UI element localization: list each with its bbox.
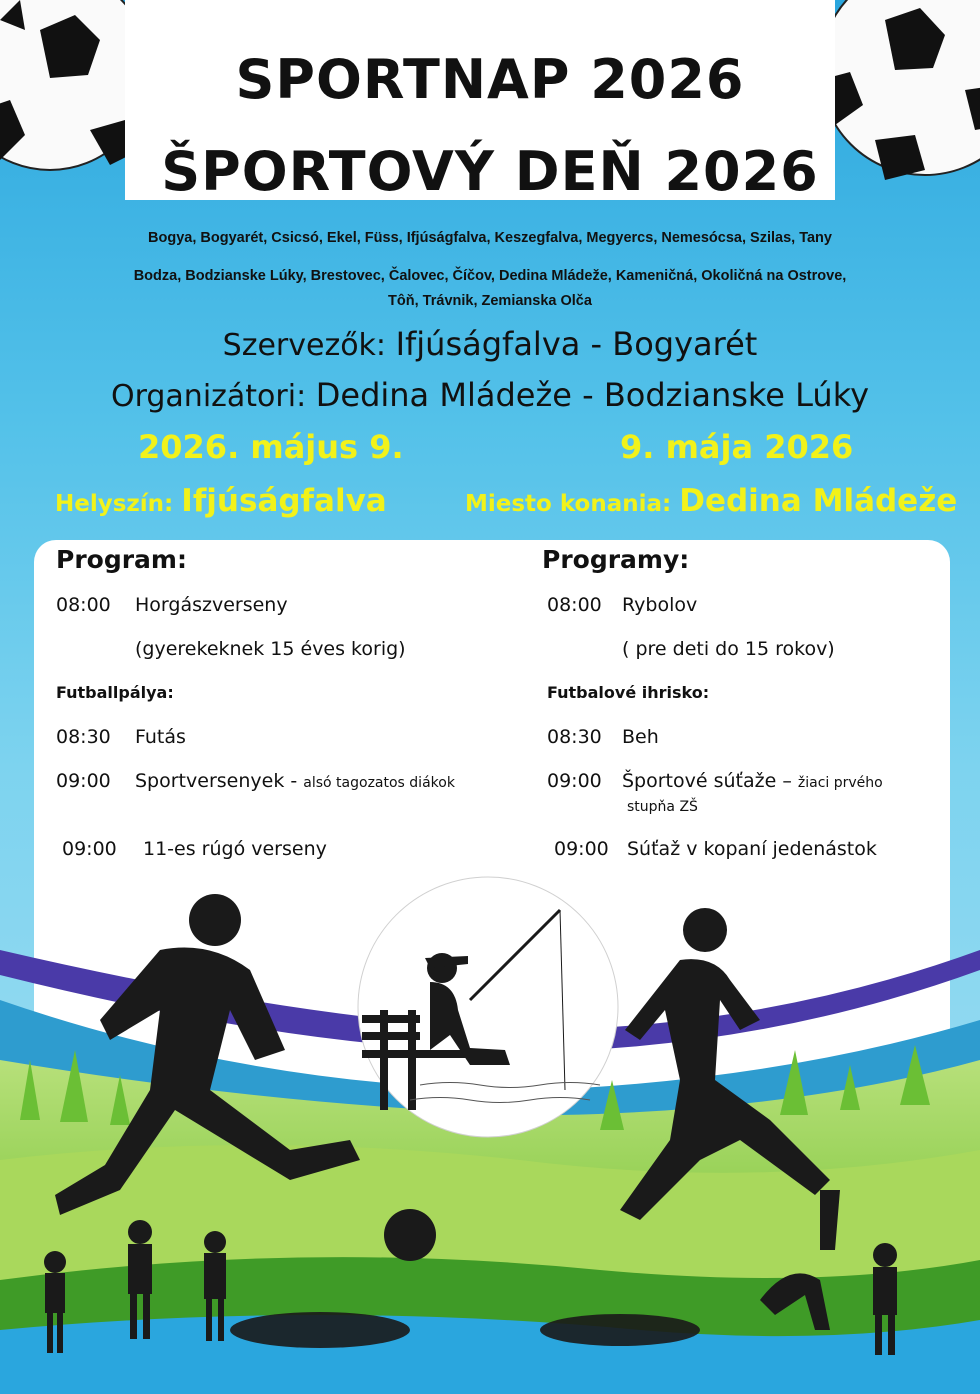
program-hu-row3-time: 09:00 — [56, 770, 111, 792]
title-line-hu: SPORTNAP 2026 — [235, 48, 745, 111]
program-sk-row2-time: 08:30 — [547, 726, 602, 748]
program-hu-row2-time: 08:30 — [56, 726, 111, 748]
program-sk-row3-small-b: stupňa ZŠ — [627, 799, 698, 815]
venue-hu-value: Ifjúságfalva — [181, 483, 387, 519]
program-hu-row1-text: Horgászverseny — [135, 594, 288, 616]
program-hu-row2-text: Futás — [135, 726, 186, 748]
program-sk-row3 — [622, 770, 883, 792]
program-sk-row3-time: 09:00 — [547, 770, 602, 792]
program-sk-row2-text: Beh — [622, 726, 659, 748]
venue-sk-value: Dedina Mládeže — [679, 483, 958, 519]
program-sk-section: Futbalové ihrisko: — [547, 683, 710, 702]
program-hu-row1-note: (gyerekeknek 15 éves korig) — [135, 638, 406, 660]
program-hu-row4-text: 11-es rúgó verseny — [143, 838, 327, 860]
organizers-sk-value: Dedina Mládeže - Bodzianske Lúky — [315, 376, 870, 414]
program-hu-row3 — [135, 770, 455, 792]
venue-hu-label: Helyszín: — [55, 491, 174, 517]
organizers-hu-label: Szervezők: — [222, 328, 387, 363]
program-sk-row1-text: Rybolov — [622, 594, 698, 616]
program-hu-row1-time: 08:00 — [56, 594, 111, 616]
date-hu: 2026. május 9. — [138, 428, 404, 466]
program-hu-section: Futballpálya: — [56, 683, 174, 702]
villages-sk-line2: Tôň, Trávnik, Zemianska Olča — [388, 293, 592, 309]
villages-sk-line1: Bodza, Bodzianske Lúky, Brestovec, Čalovec, Číčov, Dedina Mládeže, Kameničná, Okoličná na Ostrove, — [133, 268, 847, 284]
venue-sk-label: Miesto konania: — [465, 491, 672, 517]
program-sk-row1-time: 08:00 — [547, 594, 602, 616]
organizers-sk — [0, 376, 980, 414]
program-sk-row1-note: ( pre deti do 15 rokov) — [622, 638, 835, 660]
program-sk-row4-time: 09:00 — [554, 838, 609, 860]
organizers-sk-label: Organizátori: — [110, 379, 307, 414]
program-hu-heading: Program: — [56, 545, 187, 574]
program-sk-heading: Programy: — [542, 545, 690, 574]
title-line-sk: ŠPORTOVÝ DEŇ 2026 — [161, 140, 819, 203]
program-hu-row3-small: alsó tagozatos diákok — [303, 775, 455, 791]
venue-sk — [465, 483, 957, 519]
program-sk-row4-text: Súťaž v kopaní jedenástok — [627, 838, 877, 860]
sports-scene-illustration — [0, 860, 980, 1394]
program-hu-row3-text: Sportversenyek - — [135, 770, 298, 792]
villages-hu: Bogya, Bogyarét, Csicsó, Ekel, Füss, Ifjúságfalva, Keszegfalva, Megyercs, Nemesócsa, Szilas, Tany — [148, 230, 832, 246]
program-sk-row3-text: Športové súťaže – — [622, 770, 792, 792]
venue-hu — [55, 483, 387, 519]
program-hu-row4-time: 09:00 — [62, 838, 117, 860]
date-sk: 9. mája 2026 — [620, 428, 854, 466]
program-sk-row3-small-a: žiaci prvého — [797, 775, 883, 791]
organizers-hu — [0, 325, 980, 363]
organizers-hu-value: Ifjúságfalva - Bogyarét — [395, 325, 758, 363]
